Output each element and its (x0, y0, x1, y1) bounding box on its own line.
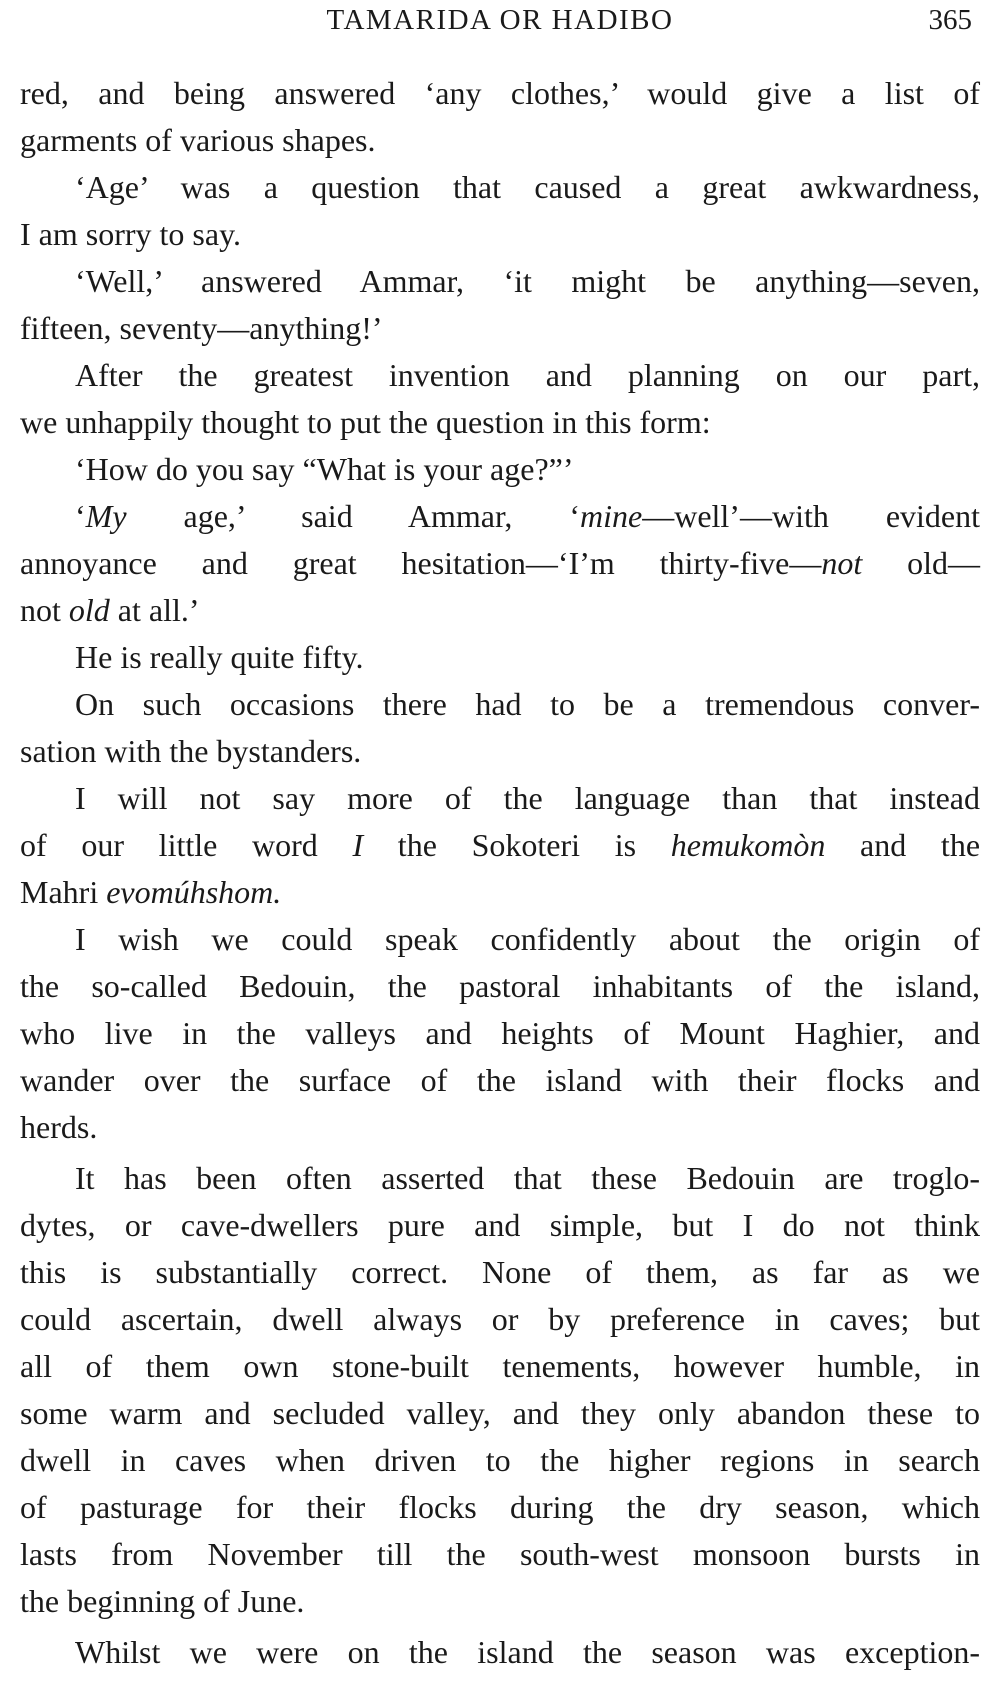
text-line: I will not say more of the language than that instead (75, 780, 980, 816)
text-line: ‘How do you say “What is your age?”’ (75, 451, 574, 487)
text-line (20, 587, 980, 634)
text-line: we unhappily thought to put the question in this form: (20, 404, 711, 440)
page-header (0, 2, 1000, 46)
text-line: could ascertain, dwell always or by preference in caves; but (20, 1301, 980, 1337)
text-run: and the (825, 827, 981, 863)
text-line: herds. (20, 1109, 98, 1145)
text-line: lasts from November till the south-west monsoon bursts in (20, 1536, 980, 1572)
text-run: of our little word (20, 827, 353, 863)
italic-run: not (821, 545, 863, 581)
text-run: old— (862, 545, 981, 581)
text-run: annoyance and great hesitation—‘I’m thirty-five— (20, 545, 822, 581)
text-run: Mahri (20, 874, 107, 910)
text-line: the beginning of June. (20, 1583, 305, 1619)
italic-run: mine (580, 498, 643, 534)
text-line: the so-called Bedouin, the pastoral inhabitants of the island, (20, 968, 980, 1004)
text-line: He is really quite fifty. (75, 639, 364, 675)
text-line: Whilst we were on the island the season was exception- (75, 1634, 980, 1670)
text-run: at all.’ (109, 592, 200, 628)
text-line: red, and being answered ‘any clothes,’ would give a list of (20, 75, 980, 111)
text-line: sation with the bystanders. (20, 733, 362, 769)
text-line (20, 869, 980, 916)
text-run: ‘ (75, 498, 86, 534)
text-line: garments of various shapes. (20, 122, 376, 158)
italic-run: old (68, 592, 110, 628)
text-line: wander over the surface of the island with their flocks and (20, 1062, 980, 1098)
text-line: On such occasions there had to be a tremendous conver- (75, 686, 980, 722)
text-line (20, 540, 980, 587)
text-line: of pasturage for their flocks during the dry season, which (20, 1489, 980, 1525)
italic-run: evomúhshom. (106, 874, 282, 910)
italic-run: hemukomòn (670, 827, 826, 863)
text-line: I wish we could speak confidently about the origin of (75, 921, 980, 957)
text-line: I am sorry to say. (20, 216, 241, 252)
text-line: fifteen, seventy—anything!’ (20, 310, 383, 346)
text-line: It has been often asserted that these Bedouin are troglo- (75, 1160, 980, 1196)
text-line: dytes, or cave-dwellers pure and simple, but I do not think (20, 1207, 980, 1243)
text-line: who live in the valleys and heights of Mount Haghier, and (20, 1015, 980, 1051)
text-line: After the greatest invention and planning on our part, (75, 357, 980, 393)
italic-run: My (85, 498, 127, 534)
text-line: ‘Well,’ answered Ammar, ‘it might be anything—seven, (75, 263, 980, 299)
text-line: all of them own stone-built tenements, however humble, in (20, 1348, 980, 1384)
text-line: some warm and secluded valley, and they only abandon these to (20, 1395, 980, 1431)
text-run: age,’ said Ammar, ‘ (126, 498, 580, 534)
text-line (20, 493, 980, 540)
running-title: TAMARIDA OR HADIBO (326, 4, 674, 36)
body-text (20, 70, 980, 1676)
page-number: 365 (928, 4, 972, 36)
text-run: not (20, 592, 69, 628)
text-run: the Sokoteri is (363, 827, 671, 863)
text-line: this is substantially correct. None of them, as far as we (20, 1254, 980, 1290)
text-run: —well’—with evident (642, 498, 981, 534)
text-line: dwell in caves when driven to the higher regions in search (20, 1442, 980, 1478)
text-line: ‘Age’ was a question that caused a great awkwardness, (75, 169, 980, 205)
italic-run: I (352, 827, 364, 863)
text-line (20, 822, 980, 869)
